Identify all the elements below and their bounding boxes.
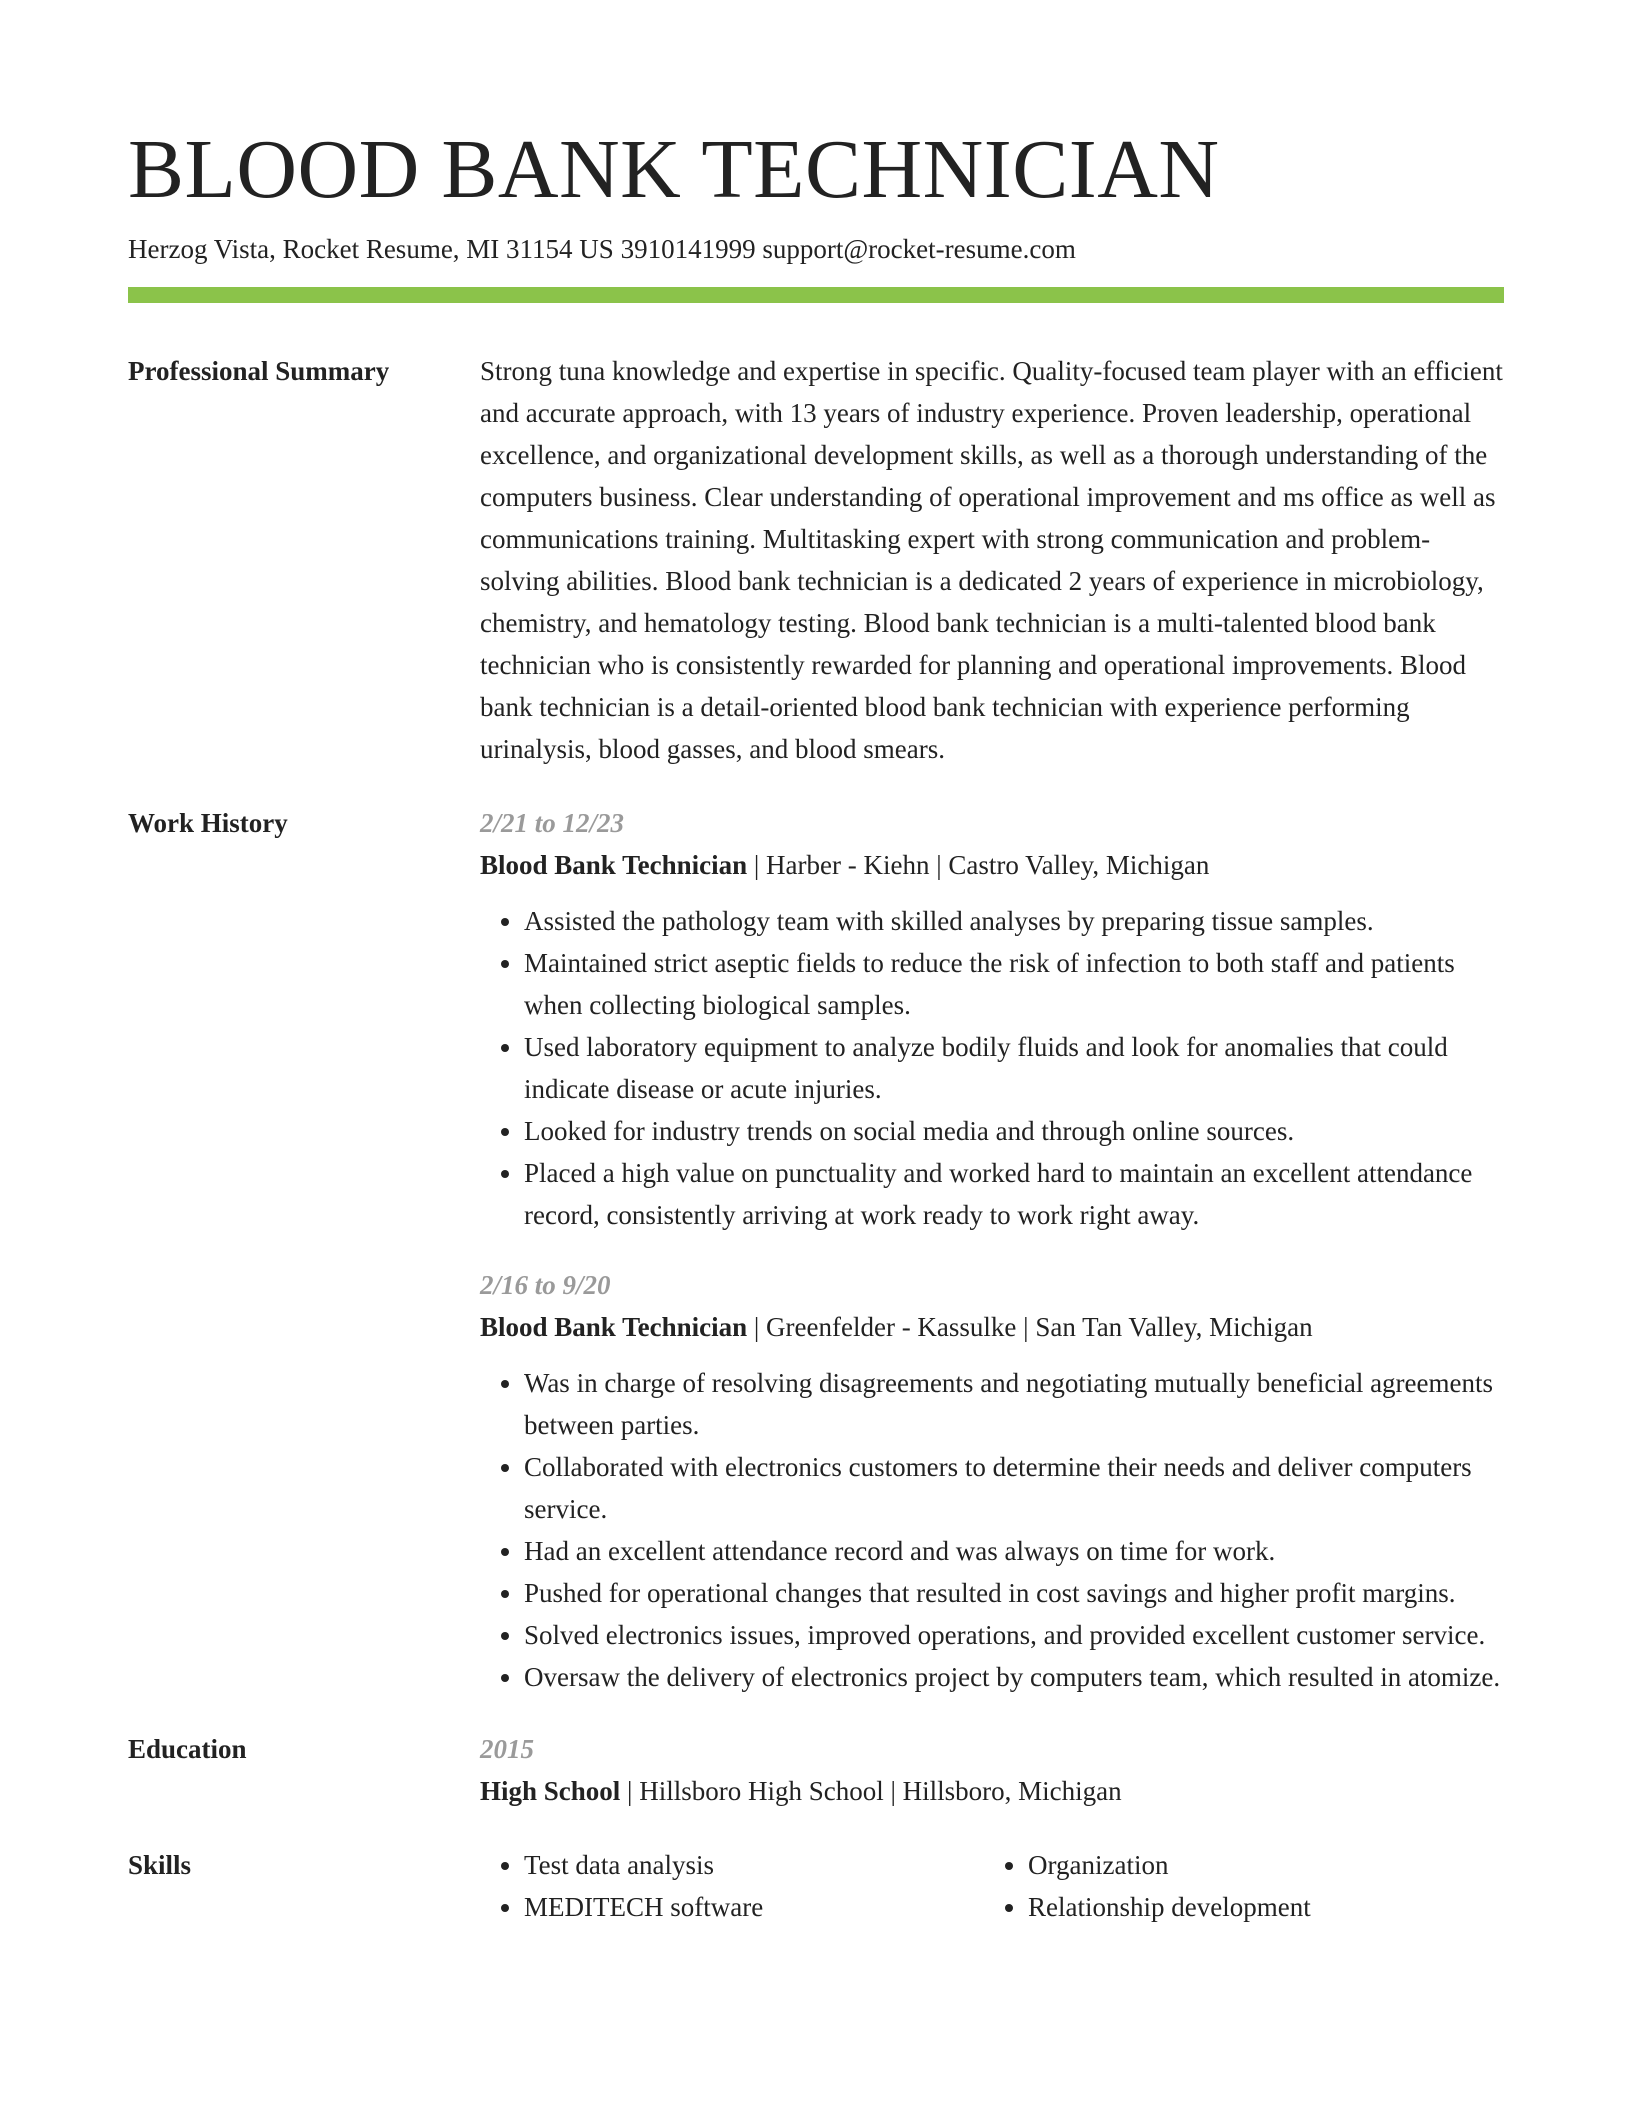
education-year: 2015 (480, 1734, 534, 1764)
job-bullet: • Oversaw the delivery of electronics project by computers team, which resulted in atomize. (524, 1656, 1504, 1698)
skill-item: • Test data analysis (524, 1844, 984, 1886)
summary-text: Strong tuna knowledge and expertise in specific. Quality-focused team player with an efficient and accurate approach, with 13 years of industry experience. Proven leadership, operational excellence, and organizational development skills, as well as a thorough understanding of the computers business. Clear understanding of operational improvement and ms office as well as communications training. Multitasking expert with strong communication and problem-solving abilities. Blood bank technician is a dedicated 2 years of experience in microbiology, chemistry, and hematology testing. Blood bank technician is a multi-talented blood bank technician who is consistently rewarded for planning and operational improvements. Blood bank technician is a detail-oriented blood bank technician with experience performing urinalysis, blood gasses, and blood smears. (480, 356, 1503, 764)
job-bullet: • Was in charge of resolving disagreements and negotiating mutually beneficial agreements between parties. (524, 1362, 1504, 1446)
job-bullets (480, 900, 1504, 1236)
job-bullet: • Placed a high value on punctuality and worked hard to maintain an excellent attendance record, consistently arriving at work ready to work right away. (524, 1152, 1504, 1236)
job-details: | Harber - Kiehn | Castro Valley, Michigan (747, 850, 1210, 880)
work-history-heading: Work History (128, 808, 288, 838)
job-bullet: • Collaborated with electronics customers to determine their needs and deliver computers service. (524, 1446, 1504, 1530)
resume-title: BLOOD BANK TECHNICIAN (128, 123, 1220, 216)
job-bullet: • Maintained strict aseptic fields to reduce the risk of infection to both staff and patients when collecting biological samples. (524, 942, 1504, 1026)
skills-section (128, 1844, 1504, 1928)
job-entry (480, 1264, 1504, 1698)
job-heading (480, 844, 1504, 886)
skills-columns (480, 1844, 1504, 1928)
job-dates: 2/16 to 9/20 (480, 1270, 611, 1300)
summary-section (128, 350, 1504, 770)
contact-line: Herzog Vista, Rocket Resume, MI 31154 US 3910141999 support@rocket-resume.com (128, 234, 1076, 264)
skill-item: • Relationship development (1028, 1886, 1488, 1928)
job-bullets (480, 1362, 1504, 1698)
job-bullet: • Pushed for operational changes that resulted in cost savings and higher profit margins. (524, 1572, 1504, 1614)
job-details: | Greenfelder - Kassulke | San Tan Valley, Michigan (747, 1312, 1313, 1342)
job-bullet: • Assisted the pathology team with skilled analyses by preparing tissue samples. (524, 900, 1504, 942)
job-title: Blood Bank Technician (480, 850, 748, 880)
job-bullet: • Used laboratory equipment to analyze bodily fluids and look for anomalies that could indicate disease or acute injuries. (524, 1026, 1504, 1110)
skills-column-left (480, 1844, 984, 1928)
summary-heading: Professional Summary (128, 356, 390, 386)
job-bullet: • Solved electronics issues, improved operations, and provided excellent customer service. (524, 1614, 1504, 1656)
job-bullet: • Had an excellent attendance record and was always on time for work. (524, 1530, 1504, 1572)
education-section (128, 1728, 1504, 1812)
job-dates: 2/21 to 12/23 (480, 808, 625, 838)
job-bullet: • Looked for industry trends on social media and through online sources. (524, 1110, 1504, 1152)
education-details: | Hillsboro High School | Hillsboro, Michigan (620, 1776, 1122, 1806)
skills-heading: Skills (128, 1850, 192, 1880)
education-heading: Education (128, 1734, 247, 1764)
skill-item: • Organization (1028, 1844, 1488, 1886)
job-title: Blood Bank Technician (480, 1312, 748, 1342)
job-entry (480, 802, 1504, 1236)
header-divider (128, 287, 1504, 303)
skills-column-right (984, 1844, 1488, 1928)
work-history-section (128, 802, 1504, 1698)
education-degree: High School (480, 1776, 621, 1806)
resume-page (128, 0, 1504, 1928)
job-heading (480, 1306, 1504, 1348)
education-entry (480, 1770, 1504, 1812)
skill-item: • MEDITECH software (524, 1886, 984, 1928)
